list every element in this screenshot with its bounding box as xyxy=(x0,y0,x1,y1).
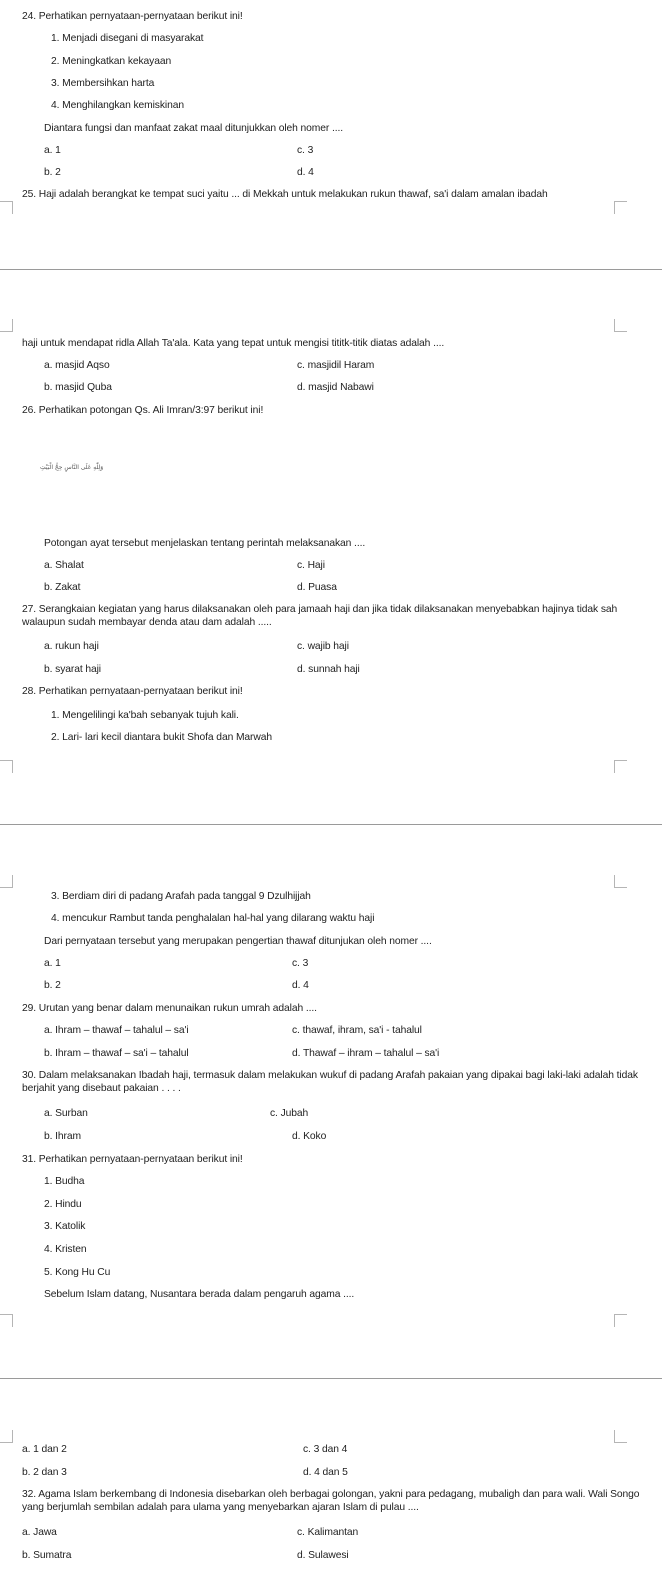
q28-question: Dari pernyataan tersebut yang merupakan pengertian thawaf ditunjukan oleh nomer .... xyxy=(44,936,432,947)
q27-option-b[interactable]: b. syarat haji xyxy=(44,664,101,675)
page-break-line xyxy=(0,824,662,825)
q28-item-1: 1. Mengelilingi ka'bah sebanyak tujuh kali. xyxy=(51,710,239,721)
question-31-stem: 31. Perhatikan pernyataan-pernyataan berikut ini! xyxy=(22,1154,243,1165)
q32-option-c[interactable]: c. Kalimantan xyxy=(297,1527,359,1538)
q29-option-a[interactable]: a. Ihram – thawaf – tahalul – sa'i xyxy=(44,1025,189,1036)
q26-question: Potongan ayat tersebut menjelaskan tentang perintah melaksanakan .... xyxy=(44,538,366,549)
q28-option-b[interactable]: b. 2 xyxy=(44,980,61,991)
page-crop-mark xyxy=(0,319,13,332)
page-crop-mark xyxy=(0,760,13,773)
q31-option-d[interactable]: d. 4 dan 5 xyxy=(303,1467,348,1478)
q30-option-c[interactable]: c. Jubah xyxy=(270,1108,309,1119)
page-crop-mark xyxy=(614,201,627,214)
q31-item-2: 2. Hindu xyxy=(44,1199,82,1210)
page-crop-mark xyxy=(0,875,13,888)
question-30-stem: 30. Dalam melaksanakan Ibadah haji, termasuk dalam melakukan wukuf di padang Arafah pakaian yang dipakai bagi laki-laki adalah tidak berjahit yang disebaut pakaian . . . . xyxy=(22,1070,638,1094)
q27-option-a[interactable]: a. rukun haji xyxy=(44,641,99,652)
question-24-stem: 24. Perhatikan pernyataan-pernyataan berikut ini! xyxy=(22,11,243,22)
q24-option-a[interactable]: a. 1 xyxy=(44,145,61,156)
quran-verse-image: وَلِلّٰهِ عَلَى النَّاسِ حِجُّ الْبَيْتِ xyxy=(40,464,104,471)
q25-option-b[interactable]: b. masjid Quba xyxy=(44,382,112,393)
q24-item-1: 1. Menjadi disegani di masyarakat xyxy=(51,33,204,44)
question-29-stem: 29. Urutan yang benar dalam menunaikan rukun umrah adalah .... xyxy=(22,1003,317,1014)
page-break-line xyxy=(0,1378,662,1379)
q30-option-d[interactable]: d. Koko xyxy=(292,1131,327,1142)
q24-item-3: 3. Membersihkan harta xyxy=(51,78,155,89)
q25-option-c[interactable]: c. masjidil Haram xyxy=(297,360,375,371)
q26-option-b[interactable]: b. Zakat xyxy=(44,582,81,593)
q28-option-c[interactable]: c. 3 xyxy=(292,958,309,969)
page-crop-mark xyxy=(614,319,627,332)
q28-item-2: 2. Lari- lari kecil diantara bukit Shofa dan Marwah xyxy=(51,732,272,743)
question-28-stem: 28. Perhatikan pernyataan-pernyataan berikut ini! xyxy=(22,686,243,697)
q31-item-3: 3. Katolik xyxy=(44,1221,86,1232)
page-break-line xyxy=(0,269,662,270)
q32-option-d[interactable]: d. Sulawesi xyxy=(297,1550,349,1561)
q31-option-b[interactable]: b. 2 dan 3 xyxy=(22,1467,67,1478)
q29-option-d[interactable]: d. Thawaf – ihram – tahalul – sa'i xyxy=(292,1048,440,1059)
page-crop-mark xyxy=(614,1430,627,1443)
q26-option-c[interactable]: c. Haji xyxy=(297,560,325,571)
q25-continuation: haji untuk mendapat ridla Allah Ta'ala. Kata yang tepat untuk mengisi tititk-titik diatas adalah .... xyxy=(22,338,445,349)
q28-item-4: 4. mencukur Rambut tanda penghalalan hal-hal yang dilarang waktu haji xyxy=(51,913,375,924)
q26-option-a[interactable]: a. Shalat xyxy=(44,560,84,571)
q30-option-b[interactable]: b. Ihram xyxy=(44,1131,81,1142)
q31-option-a[interactable]: a. 1 dan 2 xyxy=(22,1444,67,1455)
q29-option-c[interactable]: c. thawaf, ihram, sa'i - tahalul xyxy=(292,1025,422,1036)
page-crop-mark xyxy=(614,760,627,773)
q24-question: Diantara fungsi dan manfaat zakat maal ditunjukkan oleh nomer .... xyxy=(44,123,344,134)
q27-option-c[interactable]: c. wajib haji xyxy=(297,641,349,652)
q31-item-4: 4. Kristen xyxy=(44,1244,87,1255)
question-27-stem: 27. Serangkaian kegiatan yang harus dilaksanakan oleh para jamaah haji dan jika tidak dilaksanakan menyebabkan hajinya tidak sah walaupun sudah membayar denda atau dam adalah ..... xyxy=(22,604,618,628)
question-25-stem: 25. Haji adalah berangkat ke tempat suci yaitu ... di Mekkah untuk melakukan rukun thawaf, sa'i dalam amalan ibadah xyxy=(22,189,548,200)
q24-item-2: 2. Meningkatkan kekayaan xyxy=(51,56,172,67)
q29-option-b[interactable]: b. Ihram – thawaf – sa'i – tahalul xyxy=(44,1048,189,1059)
q24-item-4: 4. Menghilangkan kemiskinan xyxy=(51,100,184,111)
q31-item-1: 1. Budha xyxy=(44,1176,85,1187)
q28-item-3: 3. Berdiam diri di padang Arafah pada tanggal 9 Dzulhijjah xyxy=(51,891,311,902)
q31-question: Sebelum Islam datang, Nusantara berada dalam pengaruh agama .... xyxy=(44,1289,355,1300)
q28-option-a[interactable]: a. 1 xyxy=(44,958,61,969)
page-crop-mark xyxy=(0,1314,13,1327)
q31-option-c[interactable]: c. 3 dan 4 xyxy=(303,1444,348,1455)
q32-option-b[interactable]: b. Sumatra xyxy=(22,1550,72,1561)
q25-option-a[interactable]: a. masjid Aqso xyxy=(44,360,110,371)
q32-option-a[interactable]: a. Jawa xyxy=(22,1527,57,1538)
q31-item-5: 5. Kong Hu Cu xyxy=(44,1267,111,1278)
q25-option-d[interactable]: d. masjid Nabawi xyxy=(297,382,374,393)
q27-option-d[interactable]: d. sunnah haji xyxy=(297,664,360,675)
page-crop-mark xyxy=(0,201,13,214)
page-crop-mark xyxy=(0,1430,13,1443)
question-32-stem: 32. Agama Islam berkembang di Indonesia disebarkan oleh berbagai golongan, yakni para pedagang, mubaligh dan para wali. Wali Songo yang berjumlah sembilan adalah para ulama yang menyebarkan ajaran Islam di pulau .... xyxy=(22,1489,640,1513)
q24-option-b[interactable]: b. 2 xyxy=(44,167,61,178)
q26-option-d[interactable]: d. Puasa xyxy=(297,582,337,593)
q28-option-d[interactable]: d. 4 xyxy=(292,980,309,991)
q24-option-d[interactable]: d. 4 xyxy=(297,167,314,178)
q24-option-c[interactable]: c. 3 xyxy=(297,145,314,156)
question-26-stem: 26. Perhatikan potongan Qs. Ali Imran/3:97 berikut ini! xyxy=(22,405,264,416)
q30-option-a[interactable]: a. Surban xyxy=(44,1108,88,1119)
page-crop-mark xyxy=(614,1314,627,1327)
page-crop-mark xyxy=(614,875,627,888)
